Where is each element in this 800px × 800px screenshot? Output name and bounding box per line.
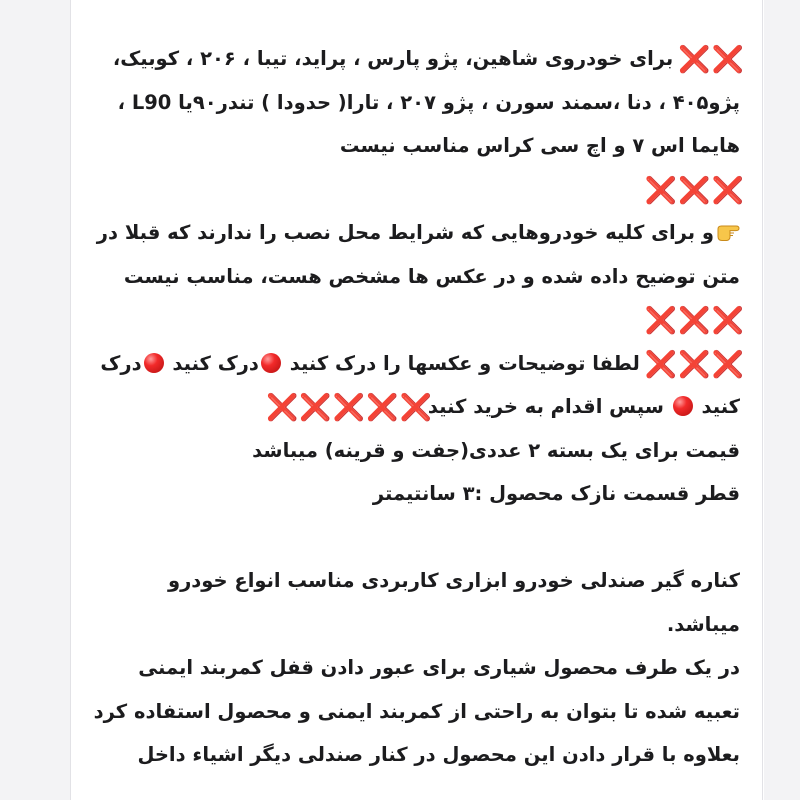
product-intro: کناره گیر صندلی خودرو ابزاری کاربردی مناسب انواع خودرو میباشد. xyxy=(167,569,740,636)
cross-mark-icon: ❌ xyxy=(644,349,674,380)
cross-mark-icon: ❌ xyxy=(678,45,707,75)
cross-mark-icon: ❌ xyxy=(711,306,740,336)
cross-mark-icon: ❌ xyxy=(678,306,707,336)
cross-mark-icon: ❌ xyxy=(644,175,674,206)
red-circle-icon xyxy=(261,353,281,373)
installation-note-text: و برای کلیه خودروهایی که شرایط محل نصب را ندارند که قبلا در متن توضیح داده شده و در عکس ها مشخص هست، مناسب نیست xyxy=(96,221,740,288)
incompatible-cars-paragraph xyxy=(93,37,740,211)
warning-paragraph xyxy=(93,342,740,429)
warning-text-understand: درک کنید xyxy=(172,351,259,375)
installation-note-paragraph xyxy=(93,211,740,342)
red-circle-icon xyxy=(144,353,164,373)
warning-text-understand-2: درک کنید xyxy=(100,351,740,418)
cross-mark-icon: ❌ xyxy=(711,349,740,380)
cross-mark-icon: ❌ xyxy=(332,393,362,423)
left-gutter xyxy=(0,0,70,800)
cross-mark-icon: ❌ xyxy=(644,306,674,336)
product-description-card xyxy=(70,0,763,800)
diameter-note: قطر قسمت نازک محصول :۳ سانتیمتر xyxy=(372,482,740,505)
warning-text-then-buy: سپس اقدام به خرید کنید xyxy=(427,395,664,418)
cross-mark-icon: ❌ xyxy=(678,349,707,380)
warning-text-read-description: لطفا توضیحات و عکسها را درک کنید xyxy=(289,351,640,375)
backhand-index-pointing-right-icon xyxy=(716,222,740,242)
description-text xyxy=(93,37,740,777)
product-cutoff-text: بعلاوه با قرار دادن این محصول در کنار صندلی دیگر اشیاء داخل xyxy=(137,743,740,766)
incompatible-cars-text: برای خودروی شاهین، پژو پارس ، پراید، تیبا ، ۲۰۶ ، کوبیک، پژو۴۰۵ ، دنا ،سمند سورن ، پژو ۲۰۷ ، تارا( حدودا ) تندر۹۰یا L90 ، هایما اس ۷ و اچ سی کراس مناسب نیست xyxy=(112,47,740,157)
cross-mark-icon: ❌ xyxy=(366,393,395,423)
price-note: قیمت برای یک بسته ۲ عددی(جفت و قرینه) میباشد xyxy=(252,438,740,462)
cross-mark-icon: ❌ xyxy=(711,175,740,206)
product-feature: در یک طرف محصول شیاری برای عبور دادن قفل کمربند ایمنی تعبیه شده تا بتوان به راحتی از کمربند ایمنی و محصول استفاده کرد xyxy=(93,656,740,723)
red-circle-icon xyxy=(673,396,693,416)
cross-mark-icon: ❌ xyxy=(711,45,740,75)
right-scrollbar-track[interactable] xyxy=(764,0,800,800)
cross-mark-icon: ❌ xyxy=(266,393,295,423)
cross-mark-icon: ❌ xyxy=(299,393,328,423)
cross-mark-icon: ❌ xyxy=(399,393,428,423)
spacer xyxy=(93,516,740,560)
cross-mark-icon: ❌ xyxy=(678,175,707,206)
